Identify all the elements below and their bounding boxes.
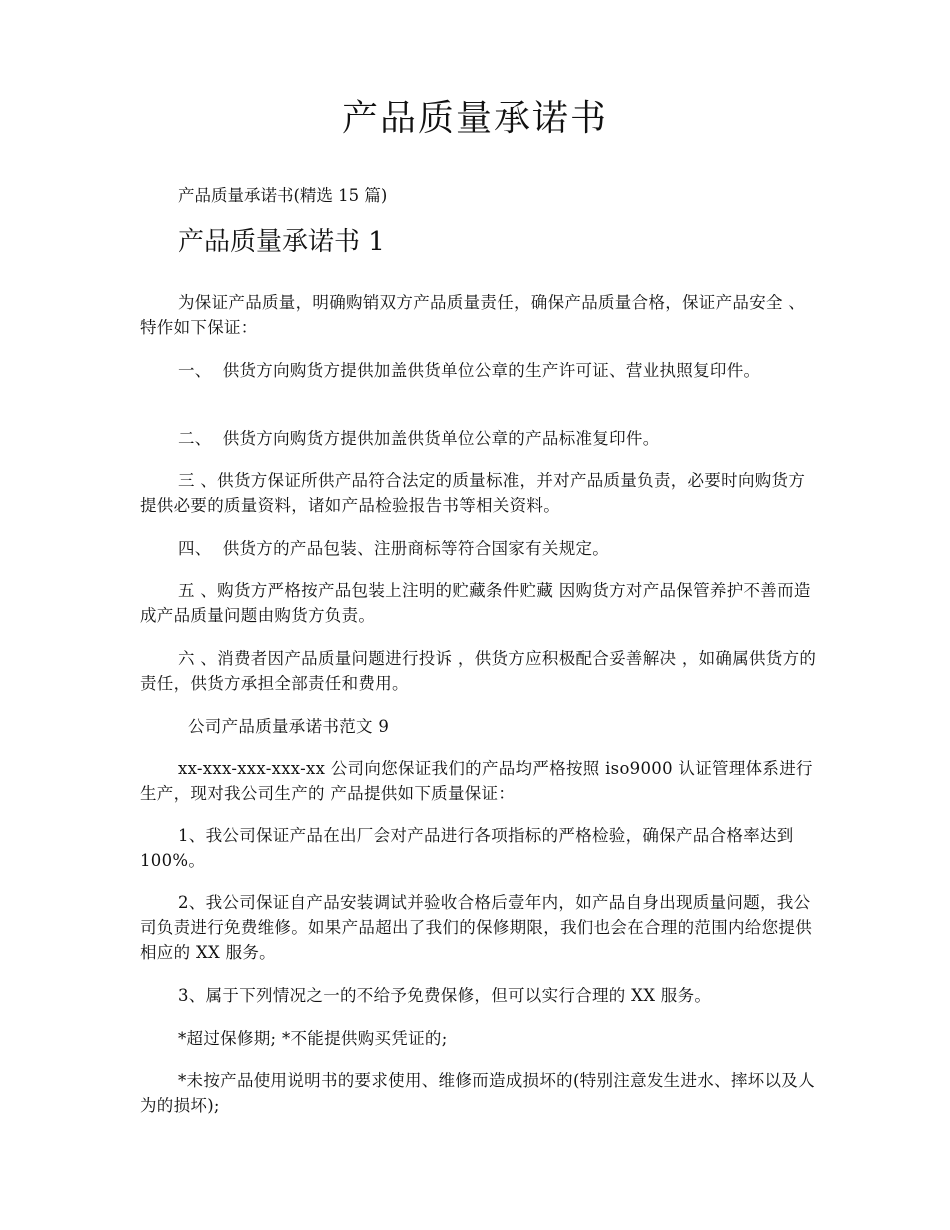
paragraph-item-5: 五 、购货方严格按产品包装上注明的贮藏条件贮藏 因购货方对产品保管养护不善而造成产品质量问题由购货方负责。 <box>140 581 811 625</box>
paragraph-item-3: 三 、供货方保证所供产品符合法定的质量标准，并对产品质量负责，必要时向购货方提供必要的质量资料，诸如产品检验报告书等相关资料。 <box>140 471 806 515</box>
paragraph-item-1: 一、 供货方向购货方提供加盖供货单位公章的生产许可证、营业执照复印件。 <box>178 361 761 380</box>
section-heading: 产品质量承诺书 1 <box>178 227 385 257</box>
paragraph-exclusion-2: *未按产品使用说明书的要求使用、维修而造成损坏的(特别注意发生进水、摔坏以及人为的损坏); <box>140 1071 815 1115</box>
paragraph-guarantee-3: 3、属于下列情况之一的不给予免费保修，但可以实行合理的 XX 服务。 <box>178 986 712 1005</box>
paragraph-item-2: 二、 供货方向购货方提供加盖供货单位公章的产品标准复印件。 <box>178 429 660 448</box>
paragraph-guarantee-1: 1、我公司保证产品在出厂会对产品进行各项指标的严格检验，确保产品合格率达到 100%。 <box>140 826 800 870</box>
paragraph-company-intro: xx-xxx-xxx-xxx-xx 公司向您保证我们的产品均严格按照 iso9000 认证管理体系进行生产，现对我公司生产的 产品提供如下质量保证： <box>140 759 813 803</box>
paragraph-item-6: 六 、消费者因产品质量问题进行投诉 ，供货方应积极配合妥善解决 ，如确属供货方的责任，供货方承担全部责任和费用。 <box>140 649 817 693</box>
document-subtitle: 产品质量承诺书(精选 15 篇) <box>178 186 388 205</box>
paragraph-guarantee-2: 2、我公司保证自产品安装调试并验收合格后壹年内，如产品自身出现质量问题，我公司负责进行免费维修。如果产品超出了我们的保修期限，我们也会在合理的范围内给您提供相应的 XX 服务。 <box>140 893 812 962</box>
paragraph-intro: 为保证产品质量，明确购销双方产品质量责任，确保产品质量合格，保证产品安全 、特作如下保证： <box>140 293 806 337</box>
paragraph-exclusion-1: *超过保修期; *不能提供购买凭证的; <box>178 1029 448 1048</box>
paragraph-subheading-sample: 公司产品质量承诺书范文 9 <box>188 717 390 736</box>
paragraph-item-4: 四、 供货方的产品包装、注册商标等符合国家有关规定。 <box>178 539 610 558</box>
document-title: 产品质量承诺书 <box>341 98 608 139</box>
